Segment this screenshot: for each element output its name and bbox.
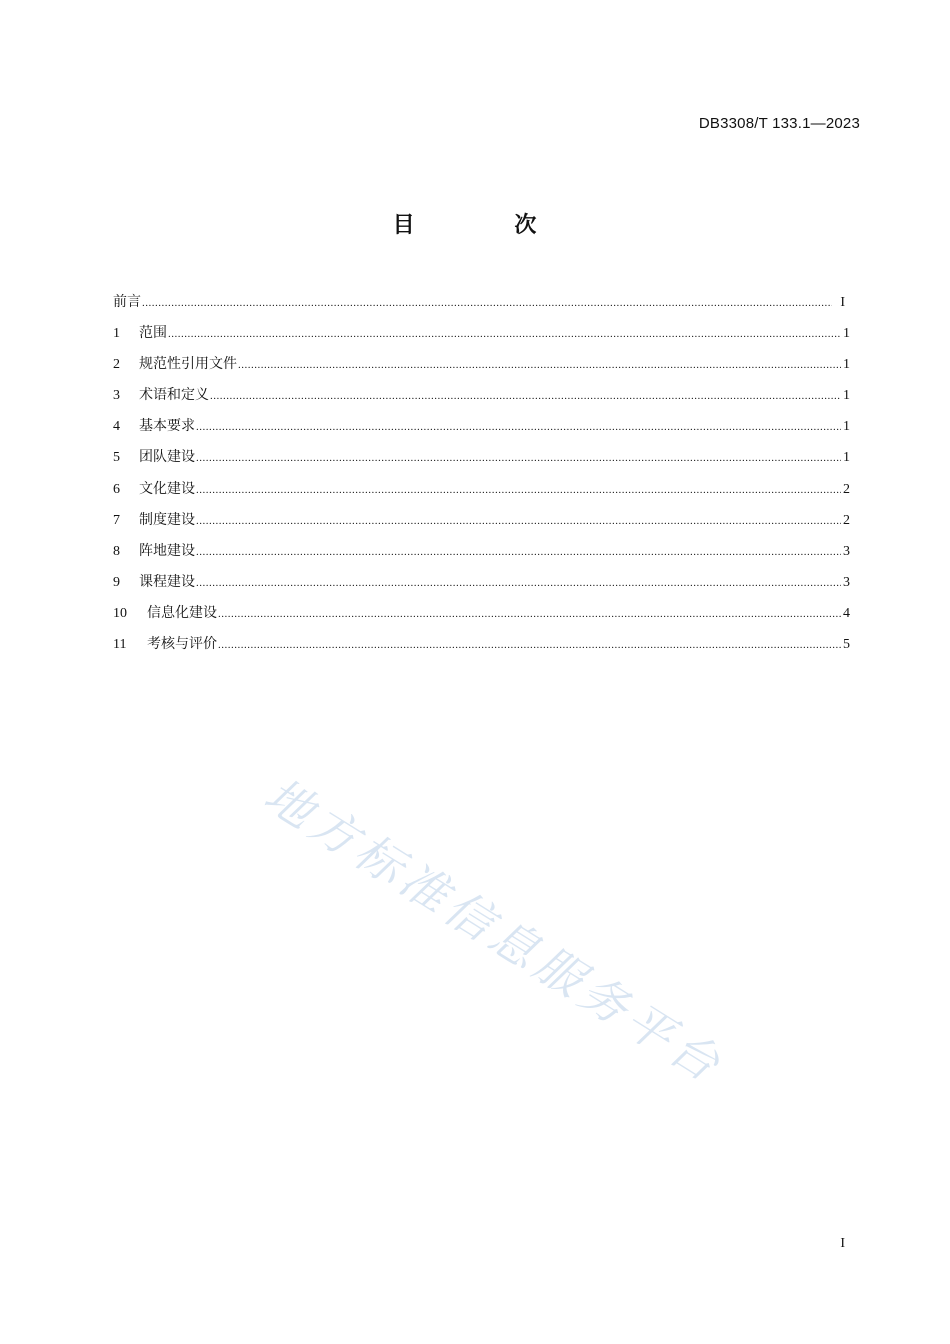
toc-leader-dots (196, 443, 841, 474)
toc-leader-dots (196, 506, 841, 537)
toc-entry-page: 3 (843, 543, 850, 559)
toc-entry-page: 1 (843, 450, 850, 466)
toc-entry-scope[interactable] (113, 318, 850, 349)
toc-leader-dots (210, 381, 841, 412)
toc-entry-number: 6 (113, 481, 120, 497)
toc-entry-system-building[interactable] (113, 505, 850, 536)
toc-entry-assessment-evaluation[interactable] (113, 629, 850, 660)
toc-entry-normative-references[interactable] (113, 349, 850, 380)
toc-entry-number: 1 (113, 326, 120, 342)
toc-leader-dots (196, 537, 841, 568)
table-of-contents (113, 287, 850, 660)
page-number: I (840, 1236, 845, 1251)
toc-entry-number: 3 (113, 388, 120, 404)
toc-entry-number: 9 (113, 574, 120, 590)
toc-entry-team-building[interactable] (113, 442, 850, 473)
toc-leader-dots (196, 475, 841, 506)
document-code: DB3308/T 133.1—2023 (698, 115, 860, 132)
toc-leader-dots (196, 568, 841, 599)
toc-leader-dots (218, 599, 841, 630)
toc-entry-basic-requirements[interactable] (113, 411, 850, 442)
toc-entry-culture-building[interactable] (113, 474, 850, 505)
toc-leader-dots (196, 412, 841, 443)
watermark: 地方标准信息服务平台 (254, 767, 734, 1096)
toc-entry-page: 5 (843, 637, 850, 653)
toc-entry-label: 基本要求 (139, 418, 195, 435)
toc-entry-label: 团队建设 (139, 449, 195, 466)
toc-entry-page: 3 (843, 574, 850, 590)
toc-entry-venue-building[interactable] (113, 536, 850, 567)
toc-entry-label: 前言 (113, 294, 141, 310)
toc-leader-dots (238, 350, 841, 381)
toc-entry-page: 1 (843, 357, 850, 373)
toc-entry-number: 7 (113, 512, 120, 528)
toc-entry-page: 1 (843, 388, 850, 404)
toc-entry-label: 规范性引用文件 (139, 356, 237, 373)
toc-entry-number: 2 (113, 357, 120, 373)
toc-entry-label: 信息化建设 (147, 604, 217, 621)
toc-entry-page: 1 (843, 326, 850, 342)
toc-entry-page: 2 (843, 512, 850, 528)
toc-entry-page: 4 (843, 605, 850, 621)
toc-entry-page: 2 (843, 481, 850, 497)
toc-entry-number: 8 (113, 543, 120, 559)
toc-entry-informatization[interactable] (113, 598, 850, 629)
toc-entry-number: 5 (113, 450, 120, 466)
toc-entry-label: 阵地建设 (139, 542, 195, 559)
toc-title: 目 次 (392, 213, 583, 238)
toc-leader-dots (168, 319, 841, 350)
toc-entry-number: 4 (113, 419, 120, 435)
toc-entry-number: 10 (113, 605, 127, 621)
toc-entry-label: 课程建设 (139, 573, 195, 590)
toc-entry-page: I (840, 295, 845, 310)
toc-leader-dots (218, 630, 841, 661)
toc-entry-label: 制度建设 (139, 511, 195, 528)
toc-entry-terms-definitions[interactable] (113, 380, 850, 411)
toc-entry-label: 考核与评价 (147, 636, 217, 653)
toc-entry-label: 范围 (139, 325, 167, 342)
toc-entry-curriculum-building[interactable] (113, 567, 850, 598)
toc-entry-label: 术语和定义 (139, 387, 209, 404)
toc-entry-page: 1 (843, 419, 850, 435)
toc-entry-label: 文化建设 (139, 480, 195, 497)
toc-entry-number: 11 (113, 637, 127, 653)
toc-entry-foreword[interactable] (113, 287, 850, 318)
toc-leader-dots (142, 288, 832, 319)
